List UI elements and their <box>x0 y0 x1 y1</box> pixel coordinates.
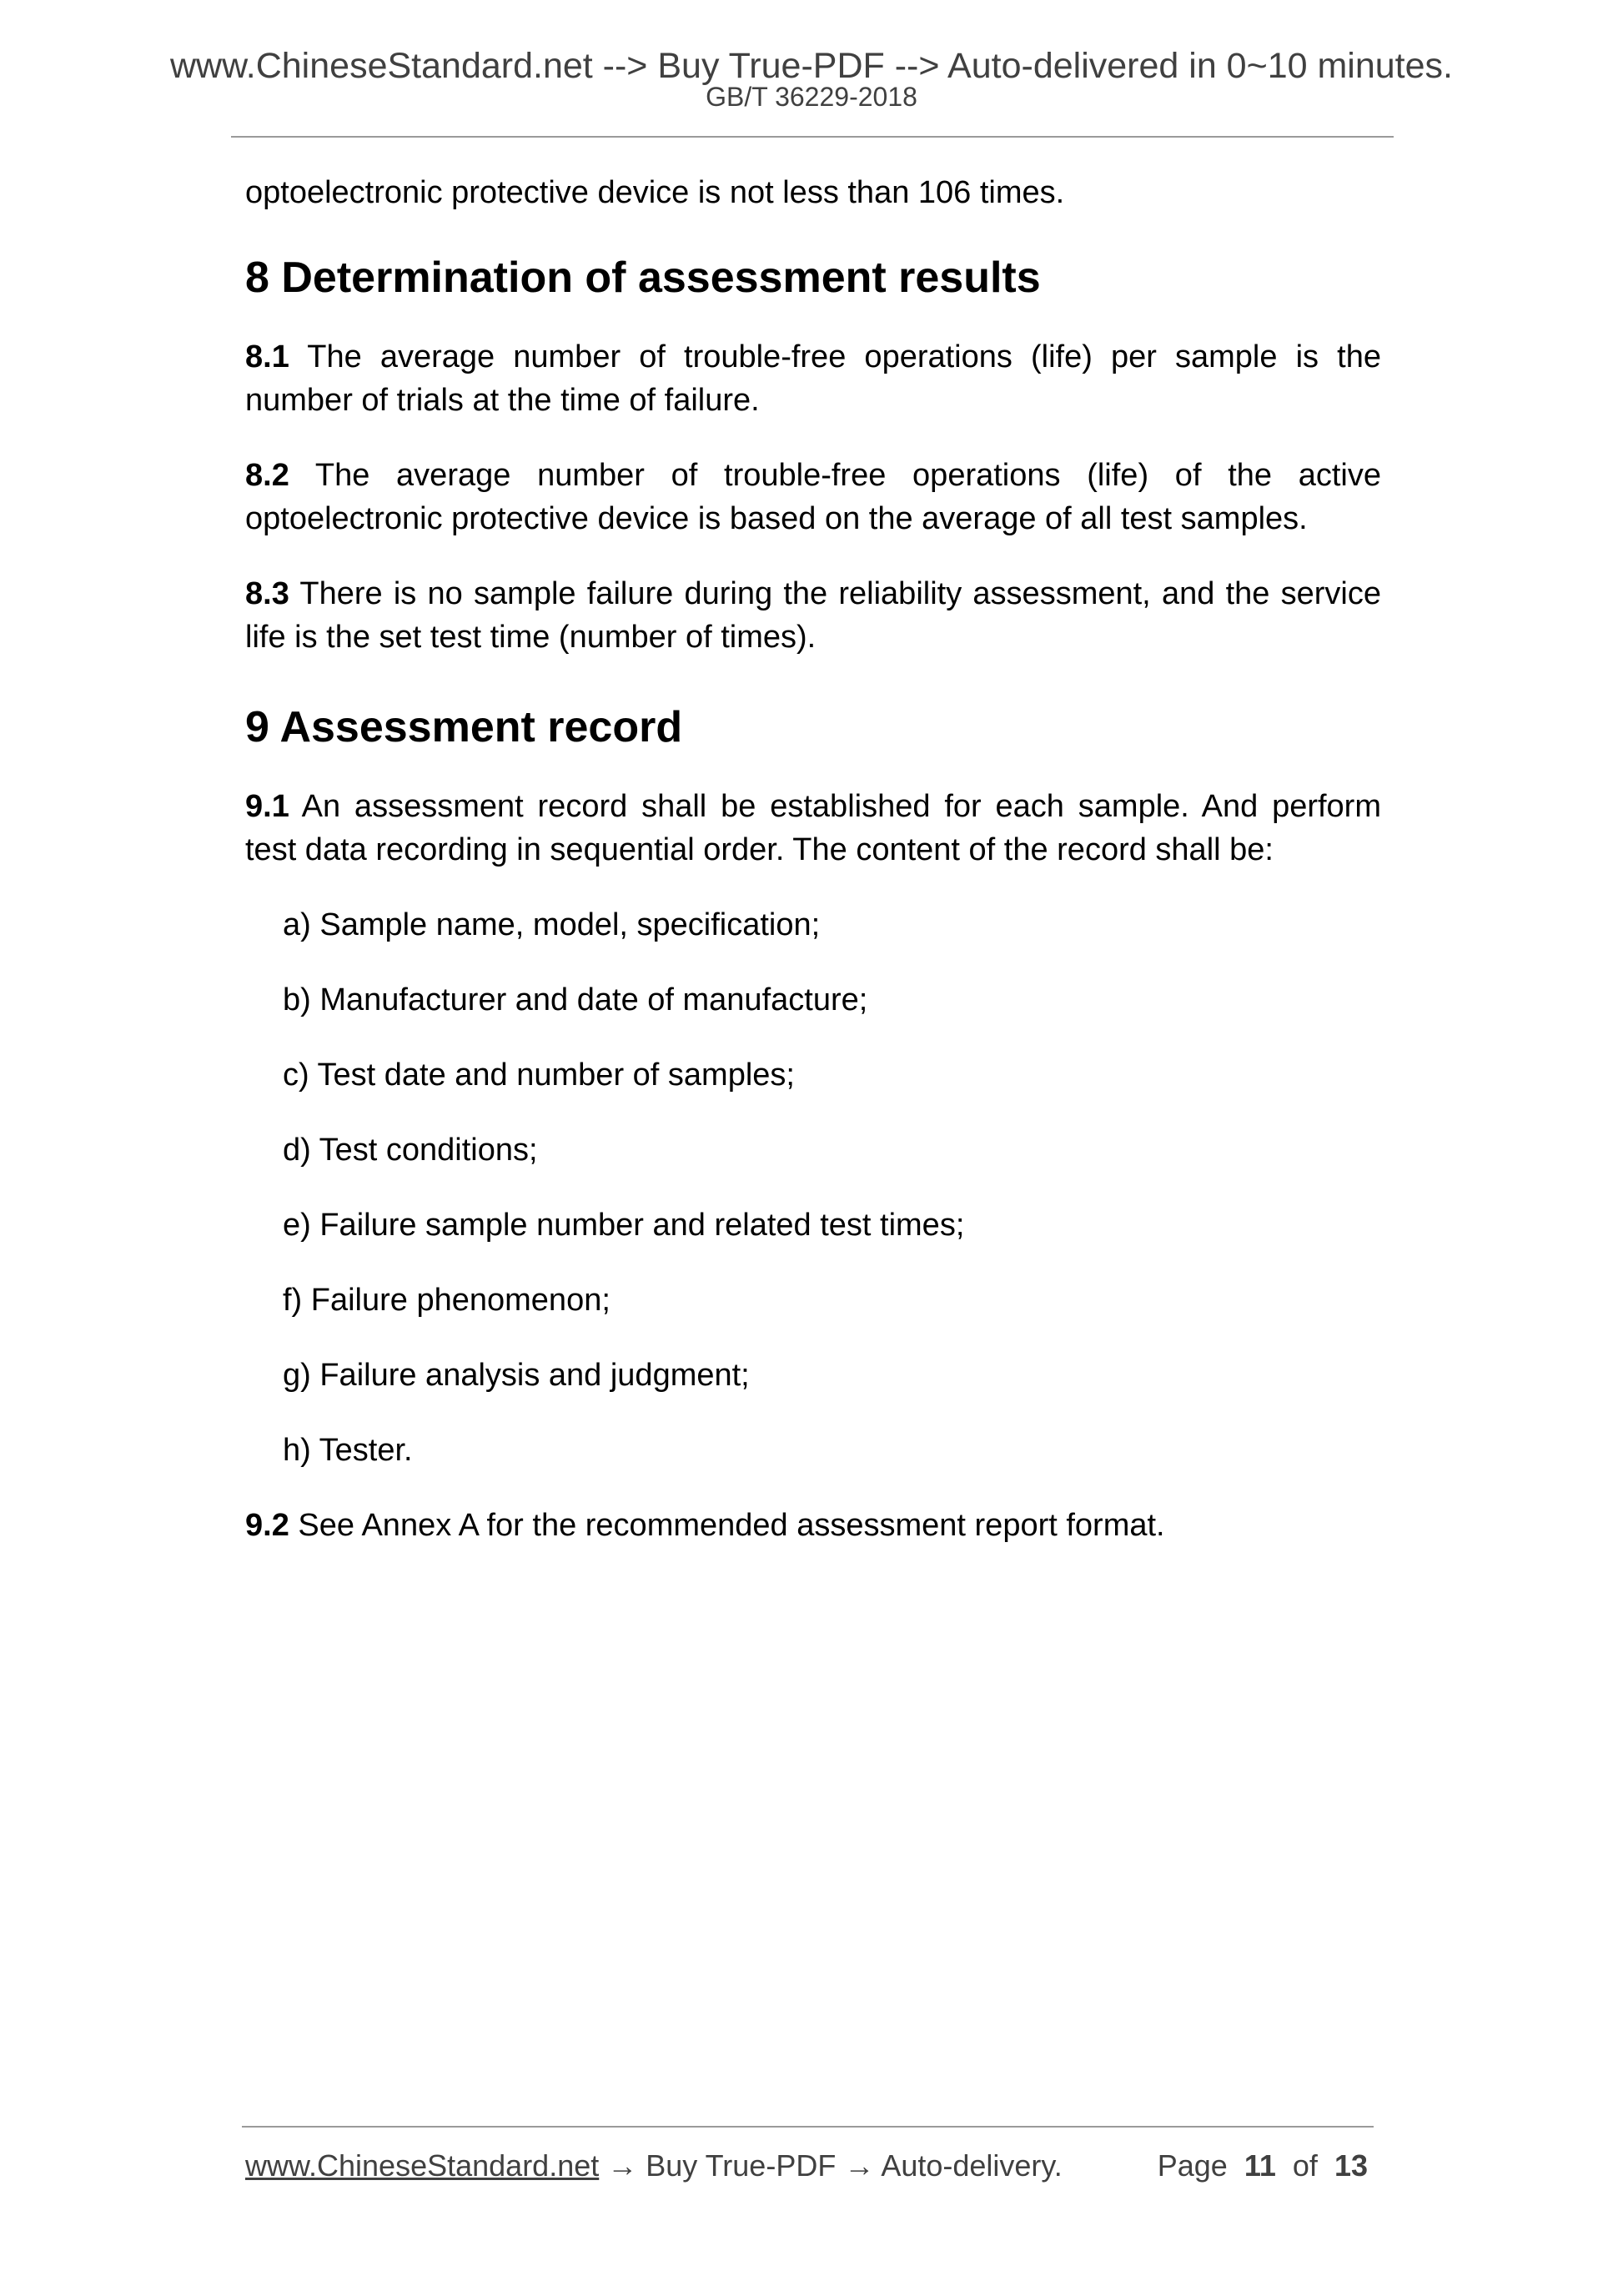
current-page-number: 11 <box>1244 2148 1276 2183</box>
list-item: d) Test conditions; <box>283 1133 538 1168</box>
clause-9-1 <box>245 785 1381 872</box>
clause-8-2 <box>245 454 1381 540</box>
clause-9-2 <box>245 1504 1381 1547</box>
header-banner: www.ChineseStandard.net --> Buy True-PDF --> Auto-delivered in 0~10 minutes. <box>169 46 1453 86</box>
document-content <box>245 171 1381 1547</box>
total-pages-number: 13 <box>1334 2148 1368 2183</box>
clause-number: 8.2 <box>245 458 289 493</box>
list-item: f) Failure phenomenon; <box>283 1283 611 1318</box>
clause-8-3 <box>245 572 1381 659</box>
clause-number: 9.1 <box>245 789 289 824</box>
clause-number: 8.1 <box>245 339 289 374</box>
list-item: h) Tester. <box>283 1433 413 1468</box>
list-item: e) Failure sample number and related test times; <box>283 1208 965 1243</box>
clause-text: See Annex A for the recommended assessment report format. <box>298 1508 1165 1543</box>
footer-left <box>245 2145 1063 2187</box>
page-indicator <box>1158 2145 1368 2187</box>
list-item: b) Manufacturer and date of manufacture; <box>283 982 868 1017</box>
clause-text: The average number of trouble-free operations (life) per sample is the number of trials at the time of failure. <box>245 339 1381 418</box>
clause-text: There is no sample failure during the reliability assessment, and the service life is the set test time (number of times). <box>245 576 1381 655</box>
section-9-heading: 9 Assessment record <box>245 703 683 751</box>
clause-number: 8.3 <box>245 576 289 611</box>
list-item: c) Test date and number of samples; <box>283 1058 795 1093</box>
list-item: a) Sample name, model, specification; <box>283 907 821 942</box>
footer-delivery-text: → Buy True-PDF → Auto-delivery. <box>599 2148 1063 2183</box>
footer-divider <box>242 2126 1374 2128</box>
list-item: g) Failure analysis and judgment; <box>283 1358 750 1393</box>
clause-8-1 <box>245 335 1381 422</box>
page-label: Page <box>1157 2148 1228 2183</box>
header-divider <box>231 136 1394 138</box>
clause-text: An assessment record shall be established for each sample. And perform test data recording in sequential order. The content of the record shall be: <box>245 789 1381 867</box>
continuation-paragraph: optoelectronic protective device is not less than 106 times. <box>245 175 1065 210</box>
standard-code: GB/T 36229-2018 <box>706 82 917 112</box>
footer-site-link[interactable]: www.ChineseStandard.net <box>245 2148 600 2183</box>
clause-number: 9.2 <box>245 1508 289 1543</box>
clause-text: The average number of trouble-free operations (life) of the active optoelectronic protective device is based on the average of all test samples. <box>245 458 1382 536</box>
of-label: of <box>1292 2148 1318 2183</box>
section-8-heading: 8 Determination of assessment results <box>245 254 1041 302</box>
